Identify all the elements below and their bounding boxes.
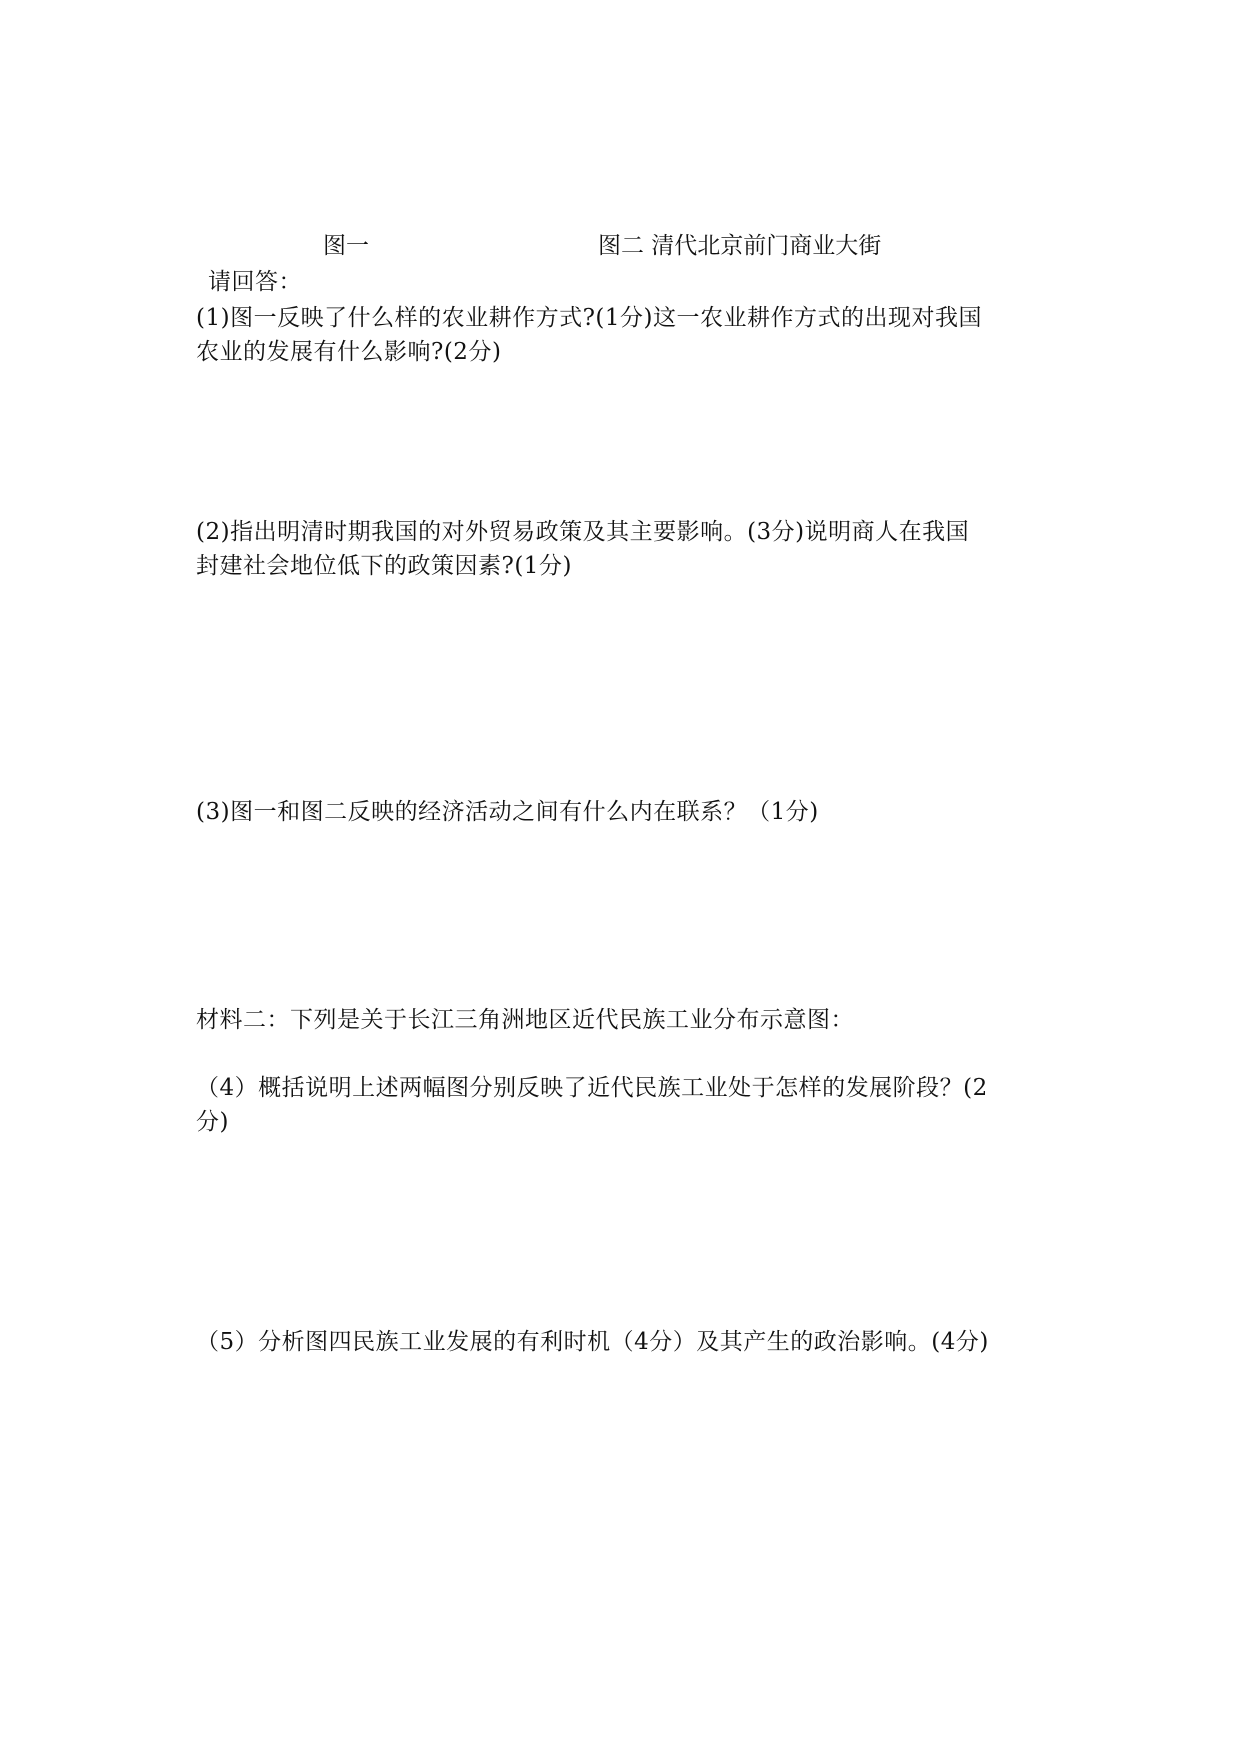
question-1-line-2: 农业的发展有什么影响?(2分) [196,339,502,365]
question-1-line-1: (1)图一反映了什么样的农业耕作方式?(1分)这一农业耕作方式的出现对我国 [196,305,982,331]
answer-prompt: 请回答： [208,269,302,295]
question-2-line-1: (2)指出明清时期我国的对外贸易政策及其主要影响。(3分)说明商人在我国 [196,519,970,545]
material-2-heading: 材料二：下列是关于长江三角洲地区近代民族工业分布示意图： [196,1007,854,1033]
question-3-line-1: (3)图一和图二反映的经济活动之间有什么内在联系？（1分) [196,799,819,825]
question-4-line-1: （4）概括说明上述两幅图分别反映了近代民族工业处于怎样的发展阶段？(2 [196,1075,988,1101]
question-2-line-2: 封建社会地位低下的政策因素?(1分) [196,553,572,579]
question-4-line-2: 分) [196,1109,229,1135]
figure2-caption: 图二 清代北京前门商业大街 [598,233,882,259]
question-5-line-1: （5）分析图四民族工业发展的有利时机（4分）及其产生的政治影响。(4分) [196,1329,989,1355]
figure1-caption: 图一 [323,233,369,259]
